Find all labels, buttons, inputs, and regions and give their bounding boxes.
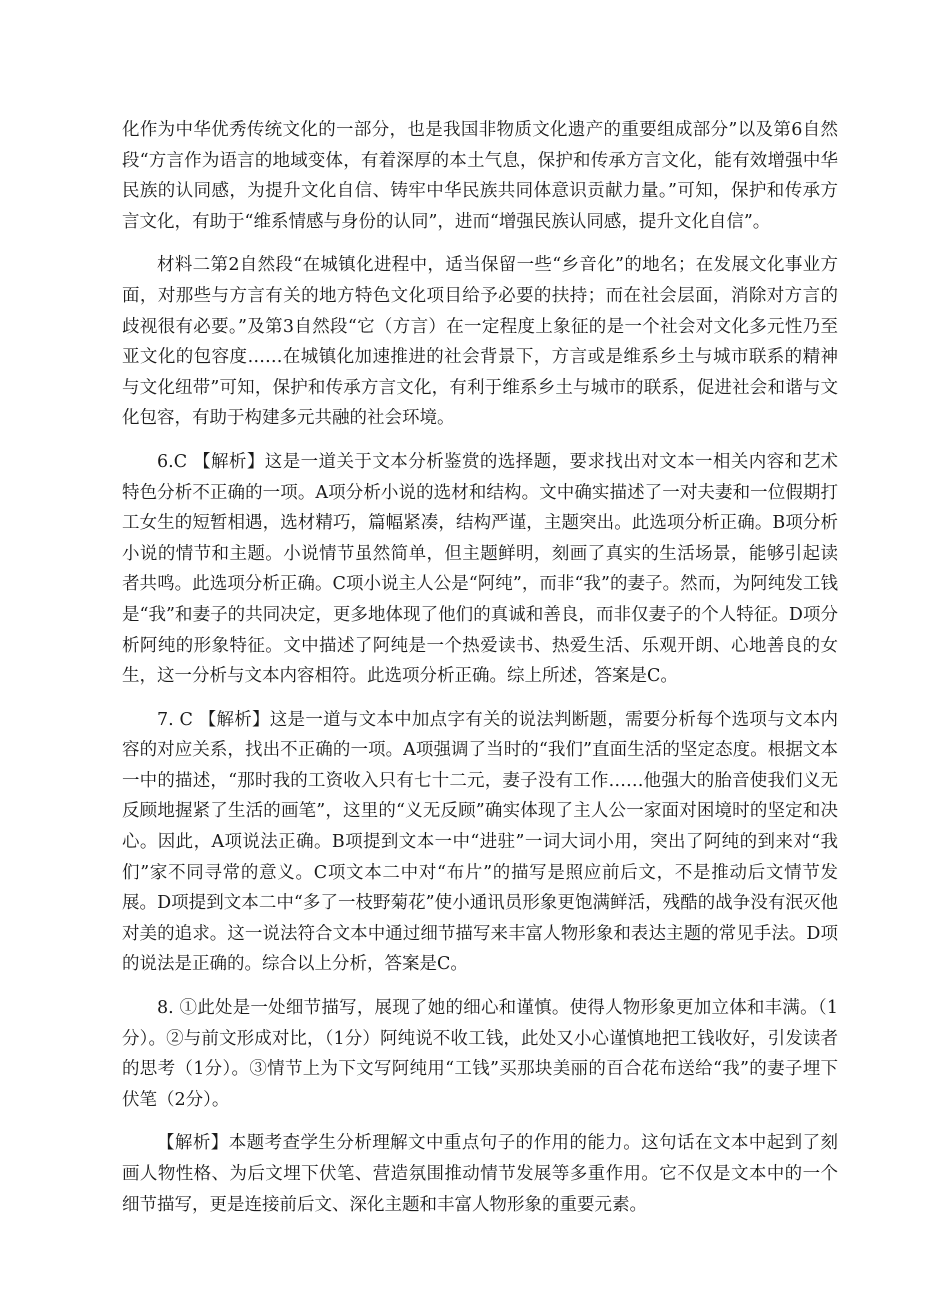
paragraph-question-7: 7. C 【解析】这是一道与文本中加点字有关的说法判断题，需要分析每个选项与文本内容的对应关系，找出不正确的一项。A项强调了当时的“我们”直面生活的坚定态度。根据文本一中的描述，“那时我的工资收入只有七十二元，妻子没有工作……他强大的胎音使我们义无反顾地握紧了生活的画笔”，这里的“义无反顾”确实体现了主人公一家面对困境时的坚定和决心。因此，A项说法正确。B项提到文本一中“进驻”一词大词小用，突出了阿纯的到来对“我们”家不同寻常的意义。C项文本二中对“布片”的描写是照应前后文，不是推动后文情节发展。D项提到文本二中“多了一枝野菊花”使小通讯员形象更饱满鲜活，残酷的战争没有泯灭他对美的追求。这一说法符合文本中通过细节描写来丰富人物形象和表达主题的常见手法。D项的说法是正确的。综合以上分析，答案是C。 bbox=[122, 709, 838, 975]
paragraph-continued-analysis: 化作为中华优秀传统文化的一部分，也是我国非物质文化遗产的重要组成部分”以及第6自然段“方言作为语言的地域变体，有着深厚的本土气息，保护和传承方言文化，能有效增强中华民族的认同感，为提升文化自信、铸牢中华民族共同体意识贡献力量。”可知，保护和传承方言文化，有助于“维系情感与身份的认同”，进而“增强民族认同感，提升文化自信”。 bbox=[122, 120, 838, 232]
paragraph-question-8-analysis: 【解析】本题考查学生分析理解文中重点句子的作用的能力。这句话在文本中起到了刻画人物性格、为后文埋下伏笔、营造氛围推动情节发展等多重作用。它不仅是文本中的一个细节描写，更是连接前后文、深化主题和丰富人物形象的重要元素。 bbox=[122, 1133, 838, 1215]
document-body bbox=[122, 115, 838, 1233]
paragraph-question-6: 6.C 【解析】这是一道关于文本分析鉴赏的选择题，要求找出对文本一相关内容和艺术特色分析不正确的一项。A项分析小说的选材和结构。文中确实描述了一对夫妻和一位假期打工女生的短暂相遇，选材精巧，篇幅紧凑，结构严谨，主题突出。此选项分析正确。B项分析小说的情节和主题。小说情节虽然简单，但主题鲜明，刻画了真实的生活场景，能够引起读者共鸣。此选项分析正确。C项小说主人公是“阿纯”，而非“我”的妻子。然而，为阿纯发工钱是“我”和妻子的共同决定，更多地体现了他们的真诚和善良，而非仅妻子的个人特征。D项分析阿纯的形象特征。文中描述了阿纯是一个热爱读书、热爱生活、乐观开朗、心地善良的女生，这一分析与文本内容相符。此选项分析正确。综上所述，答案是C。 bbox=[122, 451, 838, 687]
paragraph-question-8: 8. ①此处是一处细节描写，展现了她的细心和谨慎。使得人物形象更加立体和丰满。（1分）。②与前文形成对比，（1分）阿纯说不收工钱，此处又小心谨慎地把工钱收好，引发读者的思考（1分）。③情节上为下文写阿纯用“工钱”买那块美丽的百合花布送给“我”的妻子埋下伏笔（2分）。 bbox=[122, 998, 838, 1110]
paragraph-material-two: 材料二第2自然段“在城镇化进程中，适当保留一些“乡音化”的地名；在发展文化事业方面，对那些与方言有关的地方特色文化项目给予必要的扶持；而在社会层面，消除对方言的歧视很有必要。”及第3自然段“它（方言）在一定程度上象征的是一个社会对文化多元性乃至亚文化的包容度……在城镇化加速推进的社会背景下，方言或是维系乡土与城市联系的精神与文化纽带”可知，保护和传承方言文化，有利于维系乡土与城市的联系，促进社会和谐与文化包容，有助于构建多元共融的社会环境。 bbox=[122, 255, 838, 429]
